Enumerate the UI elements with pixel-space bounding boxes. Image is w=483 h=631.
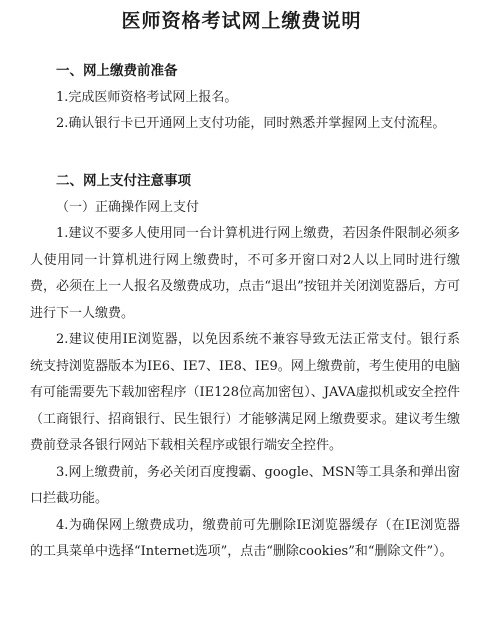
section-2-item-3: 3.网上缴费前，务必关闭百度搜霸、google、MSN等工具条和弹出窗口拦截功能。: [30, 464, 460, 506]
section-2-subheading: （一）正确操作网上支付: [56, 199, 200, 215]
section-2-item-4: 4.为确保网上缴费成功，缴费前可先删除IE浏览器缓存（在IE浏览器的工具菜单中选择“Internet选项”，点击“删除cookies”和“删除文件”）。: [30, 517, 460, 559]
section-2: [30, 168, 460, 566]
section-1-item-2: 2.确认银行卡已开通网上支付功能，同时熟悉并掌握网上支付流程。: [56, 116, 446, 131]
section-2-item-1: 1.建议不要多人使用同一台计算机进行网上缴费，若因条件限制必须多人使用同一计算机进行网上缴费时，不可多开窗口对2人以上同时进行缴费，必须在上一人报名及缴费成功，点击“退出”按钮并关闭浏览器后，方可进行下一人缴费。: [30, 226, 460, 321]
document-title: 医师资格考试网上缴费说明: [121, 10, 362, 32]
section-2-heading: 二、网上支付注意事项: [56, 173, 191, 189]
section-1: [30, 58, 460, 138]
section-2-item-2: 2.建议使用IE浏览器，以免因系统不兼容导致无法正常支付。银行系统支持浏览器版本为IE6、IE7、IE8、IE9。网上缴费前，考生使用的电脑有可能需要先下载加密程序（IE128位高加密包）、JAVA虚拟机或安全控件（工商银行、招商银行、民生银行）才能够满足网上缴费要求。建议考生缴费前登录各银行网站下载相关程序或银行端安全控件。: [30, 332, 460, 453]
section-1-heading: 一、网上缴费前准备: [56, 63, 178, 79]
section-1-item-1: 1.完成医师资格考试网上报名。: [56, 89, 238, 105]
